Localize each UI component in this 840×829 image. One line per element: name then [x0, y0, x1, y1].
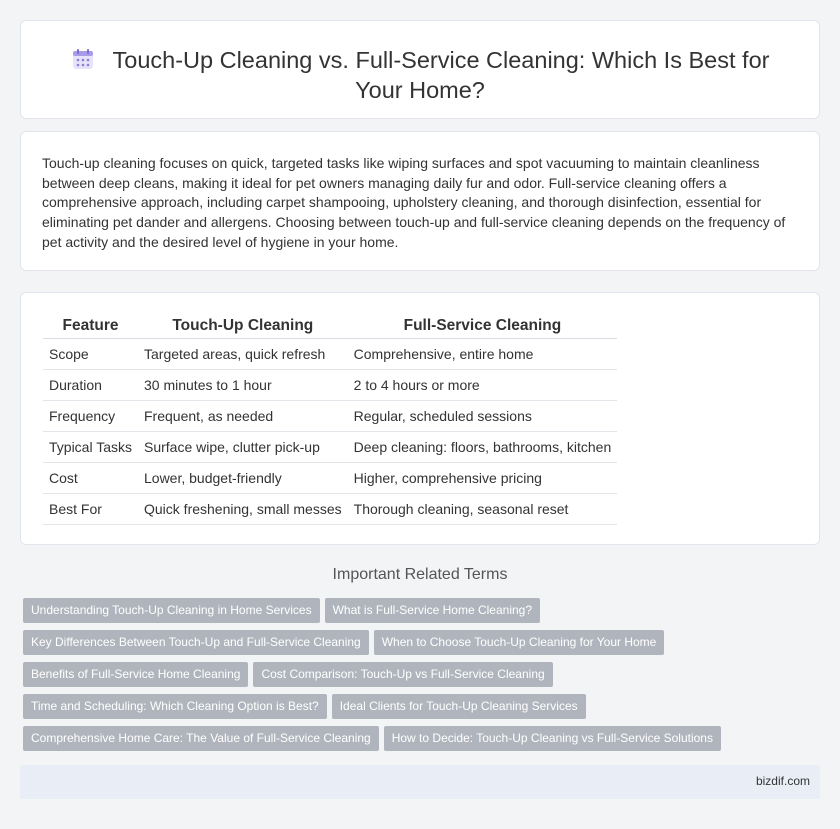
table-cell: Frequent, as needed	[138, 401, 348, 432]
table-cell: Lower, budget-friendly	[138, 463, 348, 494]
table-row	[43, 494, 617, 525]
table-row	[43, 432, 617, 463]
table-cell: Higher, comprehensive pricing	[348, 463, 618, 494]
table-cell: Best For	[43, 494, 138, 525]
comparison-table	[43, 315, 617, 525]
column-header-full-service: Full-Service Cleaning	[348, 315, 618, 339]
table-row	[43, 463, 617, 494]
tag-row	[23, 630, 823, 662]
table-row	[43, 370, 617, 401]
related-terms-heading: Important Related Terms	[332, 566, 508, 583]
table-cell: Typical Tasks	[43, 432, 138, 463]
table-cell: Surface wipe, clutter pick-up	[138, 432, 348, 463]
related-term-link[interactable]: Ideal Clients for Touch-Up Cleaning Services	[332, 694, 586, 719]
calendar-icon	[71, 47, 95, 71]
table-cell: 30 minutes to 1 hour	[138, 370, 348, 401]
footer-bar	[20, 765, 820, 799]
table-cell: Cost	[43, 463, 138, 494]
page-title-wrapper	[21, 45, 819, 105]
related-term-link[interactable]: Understanding Touch-Up Cleaning in Home Services	[23, 598, 320, 623]
intro-card	[20, 131, 820, 271]
intro-paragraph: Touch-up cleaning focuses on quick, targeted tasks like wiping surfaces and spot vacuuming to maintain cleanliness between deep cleans, making it ideal for pet owners managing daily fur and odor. Full-service cleaning offers a comprehensive approach, including carpet shampooing, upholstery cleaning, and thorough disinfection, essential for eliminating pet dander and allergens. Choosing between touch-up and full-service cleaning depends on the frequency of pet activity and the desired level of hygiene in your home.	[42, 155, 786, 250]
related-term-link[interactable]: Key Differences Between Touch-Up and Full-Service Cleaning	[23, 630, 369, 655]
table-cell: Quick freshening, small messes	[138, 494, 348, 525]
table-cell: Frequency	[43, 401, 138, 432]
table-cell: Comprehensive, entire home	[348, 339, 618, 370]
related-term-link[interactable]: When to Choose Touch-Up Cleaning for Your Home	[374, 630, 665, 655]
table-cell: Targeted areas, quick refresh	[138, 339, 348, 370]
column-header-feature: Feature	[43, 315, 138, 339]
related-term-link[interactable]: Cost Comparison: Touch-Up vs Full-Service Cleaning	[253, 662, 552, 687]
column-header-touch-up: Touch-Up Cleaning	[138, 315, 348, 339]
footer-site-label: bizdif.com	[755, 774, 810, 788]
tag-row	[23, 694, 823, 726]
table-row	[43, 401, 617, 432]
related-term-link[interactable]: How to Decide: Touch-Up Cleaning vs Full-Service Solutions	[384, 726, 721, 751]
table-header-row	[43, 315, 617, 339]
table-cell: Scope	[43, 339, 138, 370]
related-term-link[interactable]: Time and Scheduling: Which Cleaning Option is Best?	[23, 694, 327, 719]
related-term-link[interactable]: What is Full-Service Home Cleaning?	[325, 598, 540, 623]
related-terms-list	[23, 598, 823, 758]
tag-row	[23, 598, 823, 630]
comparison-card	[20, 292, 820, 545]
table-cell: Thorough cleaning, seasonal reset	[348, 494, 618, 525]
tag-row	[23, 662, 823, 694]
table-row	[43, 339, 617, 370]
table-cell: Deep cleaning: floors, bathrooms, kitchen	[348, 432, 618, 463]
page-title: Touch-Up Cleaning vs. Full-Service Cleaning: Which Is Best for Your Home?	[112, 47, 770, 103]
table-cell: Regular, scheduled sessions	[348, 401, 618, 432]
title-card	[20, 20, 820, 119]
table-cell: Duration	[43, 370, 138, 401]
table-cell: 2 to 4 hours or more	[348, 370, 618, 401]
related-term-link[interactable]: Comprehensive Home Care: The Value of Full-Service Cleaning	[23, 726, 379, 751]
tag-row	[23, 726, 823, 758]
related-term-link[interactable]: Benefits of Full-Service Home Cleaning	[23, 662, 248, 687]
